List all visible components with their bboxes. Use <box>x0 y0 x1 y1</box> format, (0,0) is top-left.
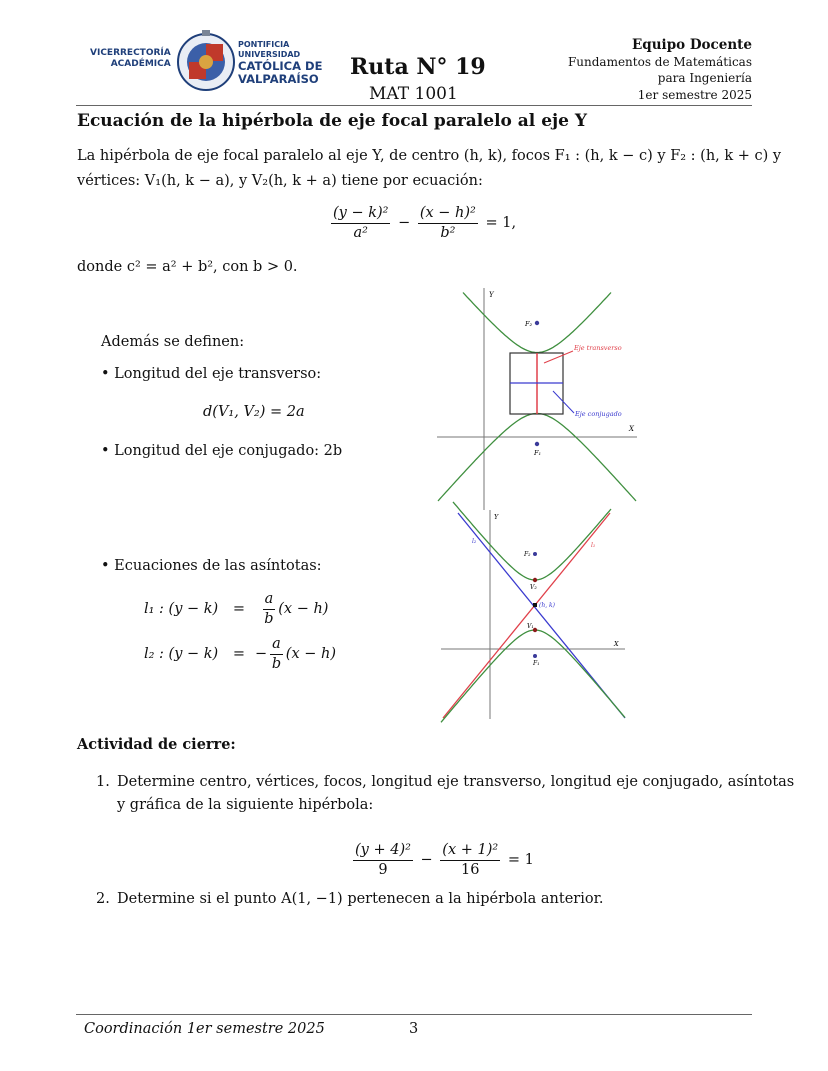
hyperbola-lower-branch <box>438 414 636 502</box>
logo-line: UNIVERSIDAD <box>238 50 301 59</box>
l2-num: a <box>270 636 283 655</box>
l1-label: l₁ <box>591 542 596 549</box>
focus-f1 <box>533 654 537 658</box>
y-axis-label: Y <box>494 513 499 521</box>
l1-lhs: l₁ : (y − k) <box>144 601 219 617</box>
l1-rhs: (x − h) <box>278 601 329 617</box>
y-axis-label: Y <box>489 291 494 299</box>
center-label: (h, k) <box>539 602 555 609</box>
eq-numerator: (y − k)² <box>331 205 390 224</box>
page-title: Ruta N° 19 <box>350 54 486 80</box>
eq-denominator: a² <box>353 225 368 241</box>
eq-rhs: = 1, <box>485 215 517 231</box>
course-name: Fundamentos de Matemáticas <box>567 54 752 69</box>
bullet-text: Longitud del eje transverso: <box>114 366 322 382</box>
focus-f2 <box>535 321 539 325</box>
course-code: MAT 1001 <box>369 84 458 104</box>
asymptote-l1 <box>443 513 610 718</box>
eq-rhs: = 1 <box>507 852 534 868</box>
semester: 1er semestre 2025 <box>637 87 752 102</box>
l2-label: l₂ <box>472 538 477 545</box>
f1-label: F₁ <box>533 660 540 667</box>
item-1-line-2: y gráfica de la siguiente hipérbola: <box>117 797 374 813</box>
footer-rule <box>76 1014 752 1015</box>
item-1-number: 1. <box>96 774 110 790</box>
bullet-text: Longitud del eje conjugado: 2b <box>114 443 343 459</box>
f1-label: F₁ <box>534 449 542 457</box>
team-label: Equipo Docente <box>632 37 752 53</box>
x-axis-label: X <box>629 425 634 433</box>
eq-operator: − <box>398 215 411 231</box>
eq-numerator: (y + 4)² <box>353 842 413 861</box>
eq-operator: − <box>420 852 433 868</box>
bullet-transverse: • Longitud del eje transverso: <box>101 366 322 382</box>
eq-denominator: b² <box>440 225 456 241</box>
vertex-v2 <box>533 578 537 582</box>
item-2-number: 2. <box>96 891 110 907</box>
definitions-heading: Además se definen: <box>101 334 245 350</box>
focus-f2 <box>533 552 537 556</box>
l1-eq: = <box>232 601 245 617</box>
activity-heading: Actividad de cierre: <box>77 736 236 753</box>
f2-label: F₂ <box>525 320 533 328</box>
section-title: Ecuación de la hipérbola de eje focal paralelo al eje Y <box>77 111 588 131</box>
eq-numerator: (x − h)² <box>418 205 478 224</box>
logo-line: VICERRECTORÍA <box>90 48 171 58</box>
v2-label: V₂ <box>530 584 537 591</box>
logo-line: ACADÉMICA <box>110 59 171 69</box>
bullet-conjugate: • Longitud del eje conjugado: 2b <box>101 443 343 459</box>
activity-equation <box>350 842 534 878</box>
footer-coordination: Coordinación 1er semestre 2025 <box>84 1021 325 1037</box>
course-name-2: para Ingeniería <box>657 71 752 85</box>
center-point <box>533 603 537 607</box>
bullet-text: Ecuaciones de las asíntotas: <box>114 558 322 574</box>
transverse-label: Eje transverso <box>574 344 622 352</box>
l1-num: a <box>263 591 276 610</box>
f2-label: F₂ <box>524 551 531 558</box>
eq-denominator: 16 <box>461 862 480 878</box>
donde-text: donde c² = a² + b², con b > 0. <box>77 259 298 275</box>
l2-den: b <box>271 656 282 672</box>
l1-den: b <box>264 611 274 627</box>
focus-f1 <box>535 442 539 446</box>
l2-lhs: l₂ : (y − k) <box>144 646 219 662</box>
intro-line-2: vértices: V₁(h, k − a), y V₂(h, k + a) tiene por ecuación: <box>77 173 483 189</box>
logo-line: PONTIFICIA <box>238 40 290 49</box>
logo-line: CATÓLICA DE <box>238 59 323 73</box>
conjugate-label: Eje conjugado <box>575 410 622 418</box>
eq-numerator: (x + 1)² <box>440 842 500 861</box>
x-axis-label: X <box>614 640 619 648</box>
page-number: 3 <box>409 1021 419 1037</box>
l2-rhs: (x − h) <box>285 646 336 662</box>
transverse-formula: d(V₁, V₂) = 2a <box>203 404 305 420</box>
intro-line-1: La hipérbola de eje focal paralelo al eje Y, de centro (h, k), focos F₁ : (h, k − c) y F₂ : (h, k + c) y <box>77 148 782 164</box>
v1-label: V₁ <box>527 623 534 630</box>
item-1-line-1: Determine centro, vértices, focos, longitud eje transverso, longitud eje conjugado, asíntotas <box>117 774 795 790</box>
item-2-text: Determine si el punto A(1, −1) pertenecen a la hipérbola anterior. <box>117 891 604 907</box>
hyperbola-lower-branch <box>441 630 625 722</box>
l2-sign: − <box>254 646 268 662</box>
eq-denominator: 9 <box>378 862 388 878</box>
bullet-asymptotes: • Ecuaciones de las asíntotas: <box>101 558 322 574</box>
logo-line: VALPARAÍSO <box>238 72 319 86</box>
l2-eq: = <box>232 646 245 662</box>
figure-1 <box>437 288 637 510</box>
figure-2 <box>441 502 625 722</box>
